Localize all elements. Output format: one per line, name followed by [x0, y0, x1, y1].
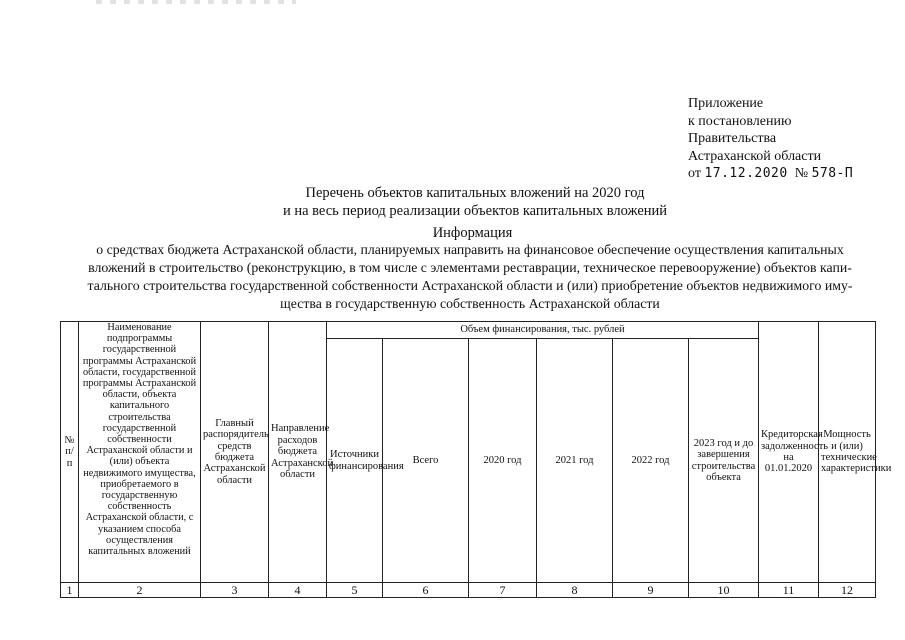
header-capacity: Мощность и (или) технические характеристики — [819, 322, 876, 583]
column-number: 2 — [79, 583, 201, 598]
column-number: 9 — [613, 583, 689, 598]
appendix-date-line — [688, 165, 853, 183]
header-year-2020: 2020 год — [469, 339, 537, 583]
resolution-number: 578-П — [811, 166, 854, 181]
column-number: 4 — [269, 583, 327, 598]
description — [70, 241, 870, 313]
appendix-line-3: Правительства — [688, 131, 777, 146]
header-accounts-payable: Кредиторская задолженность на 01.01.2020 — [759, 322, 819, 583]
scan-artifact — [96, 0, 296, 4]
information-heading: Информация — [432, 225, 513, 241]
column-number: 8 — [537, 583, 613, 598]
header-object-name: Наименование подпрограммы государственной программы Астраханской области, государственной программы Астраханской области, объекта капитального строительства государственной собственности Астраханской области и (или) объекта недвижимого имущества, приобретаемого в государственную собственность Астраханской области, с указанием способа осуществления капитальных вложений — [79, 322, 201, 583]
header-financing-volume: Объем финансирования, тыс. рублей — [327, 322, 759, 339]
information-heading-block — [0, 224, 905, 242]
header-year-2022: 2022 год — [613, 339, 689, 583]
appendix-line-2: к постановлению — [688, 113, 792, 129]
column-numbers-row — [61, 583, 876, 598]
document-title — [0, 184, 905, 220]
description-line: щества в государственную собственность Астраханской области — [280, 296, 660, 311]
number-sign: № — [794, 166, 809, 181]
header-number: № п/п — [61, 322, 79, 583]
appendix-line-4: Астраханской области — [688, 148, 822, 164]
column-number: 5 — [327, 583, 383, 598]
column-number: 11 — [759, 583, 819, 598]
column-number: 12 — [819, 583, 876, 598]
resolution-date: 17.12.2020 — [704, 166, 788, 181]
header-year-2023-until-completion: 2023 год и до завершения строительства объекта — [689, 339, 759, 583]
column-number: 10 — [689, 583, 759, 598]
header-chief-administrator: Главный распорядитель средств бюджета Астраханской области — [201, 322, 269, 583]
column-number: 1 — [61, 583, 79, 598]
date-prefix: от — [688, 166, 701, 181]
header-total: Всего — [383, 339, 469, 583]
description-line: вложений в строительство (реконструкцию, в том числе с элементами реставрации, техническое перевооружение) объектов капи- — [88, 260, 852, 275]
title-line-1: Перечень объектов капитальных вложений на 2020 год — [305, 185, 645, 201]
column-number: 3 — [201, 583, 269, 598]
appendix-line-1: Приложение — [688, 96, 764, 111]
description-line: о средствах бюджета Астраханской области, планируемых направить на финансовое обеспечение осуществления капитальных — [96, 242, 844, 257]
header-funding-sources: Источники финансирования — [327, 339, 383, 583]
title-line-2: и на весь период реализации объектов капитальных вложений — [282, 203, 668, 219]
column-number: 6 — [383, 583, 469, 598]
description-line: тального строительства государственной собственности Астраханской области и (или) приобретение объектов недвижимого иму- — [87, 278, 853, 293]
header-year-2021: 2021 год — [537, 339, 613, 583]
capital-investments-table — [60, 321, 892, 598]
appendix-block — [688, 95, 853, 183]
column-number: 7 — [469, 583, 537, 598]
header-expense-direction: Направление расходов бюджета Астраханской области — [269, 322, 327, 583]
